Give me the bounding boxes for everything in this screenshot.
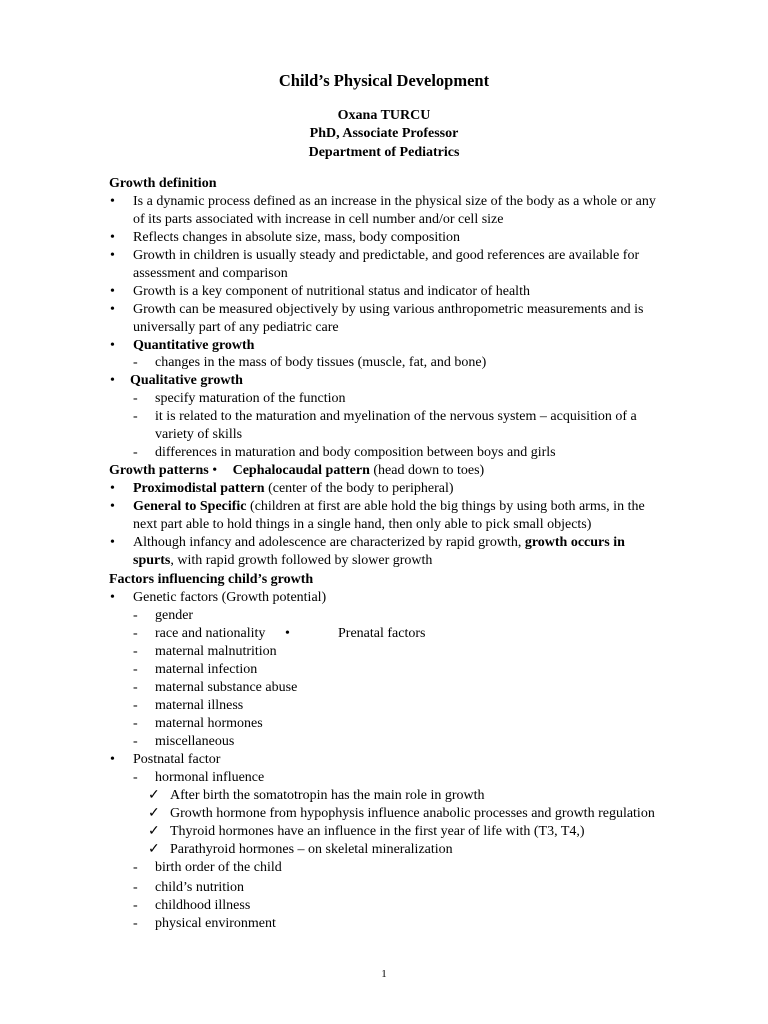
bullet-marker: •: [110, 230, 115, 245]
dash-marker: -: [133, 662, 138, 677]
bullet-marker: •: [110, 373, 115, 388]
page-number: 1: [381, 968, 387, 980]
definition-item-cont: of its parts associated with increase in cell number and/or cell size: [133, 212, 504, 227]
general-text: (children at first are able hold the big things by using both arms, in the: [246, 499, 645, 514]
dash-marker: -: [133, 608, 138, 623]
spurts-bold-cont: spurts: [133, 553, 171, 568]
qualitative-item: specify maturation of the function: [155, 391, 346, 406]
genetic-item: race and nationality: [155, 626, 266, 641]
bullet-marker: •: [110, 194, 115, 209]
proximodistal-text: (center of the body to peripheral): [264, 481, 454, 496]
bullet-marker: •: [110, 302, 115, 317]
dash-marker: -: [133, 734, 138, 749]
hormonal-item: Growth hormone from hypophysis influence anabolic processes and growth regulation: [170, 806, 655, 821]
qualitative-item: it is related to the maturation and myelination of the nervous system – acquisition of a: [155, 409, 637, 424]
dash-marker: -: [133, 445, 138, 460]
author-name: Oxana TURCU: [337, 108, 431, 123]
definition-item: Is a dynamic process defined as an increase in the physical size of the body as a whole or any: [133, 194, 656, 209]
prenatal-item: maternal infection: [155, 662, 258, 677]
dash-marker: -: [133, 698, 138, 713]
prenatal-item: maternal malnutrition: [155, 644, 277, 659]
quantitative-item: changes in the mass of body tissues (muscle, fat, and bone): [155, 355, 487, 370]
check-icon: ✓: [148, 824, 160, 839]
check-icon: ✓: [148, 842, 160, 857]
postnatal-factor: Postnatal factor: [133, 752, 221, 767]
hormonal-item: After birth the somatotropin has the main role in growth: [170, 788, 485, 803]
dash-marker: -: [133, 716, 138, 731]
prenatal-item: maternal illness: [155, 698, 244, 713]
bullet-marker: •: [110, 535, 115, 550]
factors-heading: Factors influencing child’s growth: [109, 572, 314, 587]
prenatal-item: maternal substance abuse: [155, 680, 298, 695]
growth-patterns-heading: Growth patterns: [109, 463, 209, 478]
proximodistal-label: Proximodistal pattern: [133, 481, 265, 496]
spurts-text-cont: , with rapid growth followed by slower growth: [170, 553, 433, 568]
dash-marker: -: [133, 391, 138, 406]
dash-marker: -: [133, 770, 138, 785]
bullet-marker: •: [212, 463, 218, 478]
spurts-line: [133, 534, 625, 552]
definition-item-cont: assessment and comparison: [133, 266, 288, 281]
author-department: Department of Pediatrics: [308, 145, 460, 160]
spurts-text: Although infancy and adolescence are characterized by rapid growth,: [133, 535, 525, 550]
general-line: [133, 498, 645, 516]
page-title: Child’s Physical Development: [278, 71, 490, 90]
cephalocaudal-label: Cephalocaudal pattern: [232, 463, 370, 478]
bullet-marker: •: [110, 284, 115, 299]
definition-item: Reflects changes in absolute size, mass, body composition: [133, 230, 460, 245]
dash-marker: -: [133, 626, 138, 641]
qualitative-growth-label: Qualitative growth: [130, 373, 243, 388]
quantitative-growth-label: Quantitative growth: [133, 338, 255, 353]
bullet-marker: •: [110, 590, 115, 605]
definition-item: Growth is a key component of nutritional status and indicator of health: [133, 284, 530, 299]
postnatal-item: childhood illness: [155, 898, 251, 913]
definition-item-cont: universally part of any pediatric care: [133, 320, 339, 335]
dash-marker: -: [133, 680, 138, 695]
hormonal-item: Parathyroid hormones – on skeletal mineralization: [170, 842, 453, 857]
hormonal-influence: hormonal influence: [155, 770, 265, 785]
check-icon: ✓: [148, 788, 160, 803]
qualitative-item-cont: variety of skills: [155, 427, 243, 442]
check-icon: ✓: [148, 806, 160, 821]
spurts-line-cont: [133, 552, 432, 570]
bullet-marker: •: [110, 499, 115, 514]
definition-item: Growth in children is usually steady and predictable, and good references are available for: [133, 248, 640, 263]
author-position: PhD, Associate Professor: [309, 126, 459, 141]
bullet-marker: •: [110, 752, 115, 767]
prenatal-item: maternal hormones: [155, 716, 263, 731]
postnatal-item: birth order of the child: [155, 860, 282, 875]
dash-marker: -: [133, 409, 138, 424]
prenatal-item: miscellaneous: [155, 734, 235, 749]
postnatal-item: physical environment: [155, 916, 276, 931]
dash-marker: -: [133, 916, 138, 931]
hormonal-item: Thyroid hormones have an influence in the first year of life with (T3, T4,): [170, 824, 585, 839]
dash-marker: -: [133, 355, 138, 370]
genetic-item: gender: [155, 608, 194, 623]
general-text-cont: next part able to hold things in a single hand, then only able to pick small objects): [133, 517, 592, 532]
definition-item: Growth can be measured objectively by using various anthropometric measurements and is: [133, 302, 644, 317]
bullet-marker: •: [110, 248, 115, 263]
bullet-marker: •: [285, 626, 290, 641]
growth-patterns-line: [109, 462, 484, 480]
postnatal-item: child’s nutrition: [155, 880, 245, 895]
genetic-factors: Genetic factors (Growth potential): [133, 590, 327, 605]
spurts-bold: growth occurs in: [524, 535, 625, 550]
dash-marker: -: [133, 644, 138, 659]
bullet-marker: •: [110, 481, 115, 496]
proximodistal-line: [133, 480, 454, 498]
dash-marker: -: [133, 860, 138, 875]
growth-definition-heading: Growth definition: [109, 176, 217, 191]
dash-marker: -: [133, 898, 138, 913]
qualitative-item: differences in maturation and body composition between boys and girls: [155, 445, 556, 460]
cephalocaudal-text: (head down to toes): [369, 463, 485, 478]
dash-marker: -: [133, 880, 138, 895]
prenatal-factors: Prenatal factors: [338, 626, 426, 641]
bullet-marker: •: [110, 338, 115, 353]
general-label: General to Specific: [133, 499, 247, 514]
